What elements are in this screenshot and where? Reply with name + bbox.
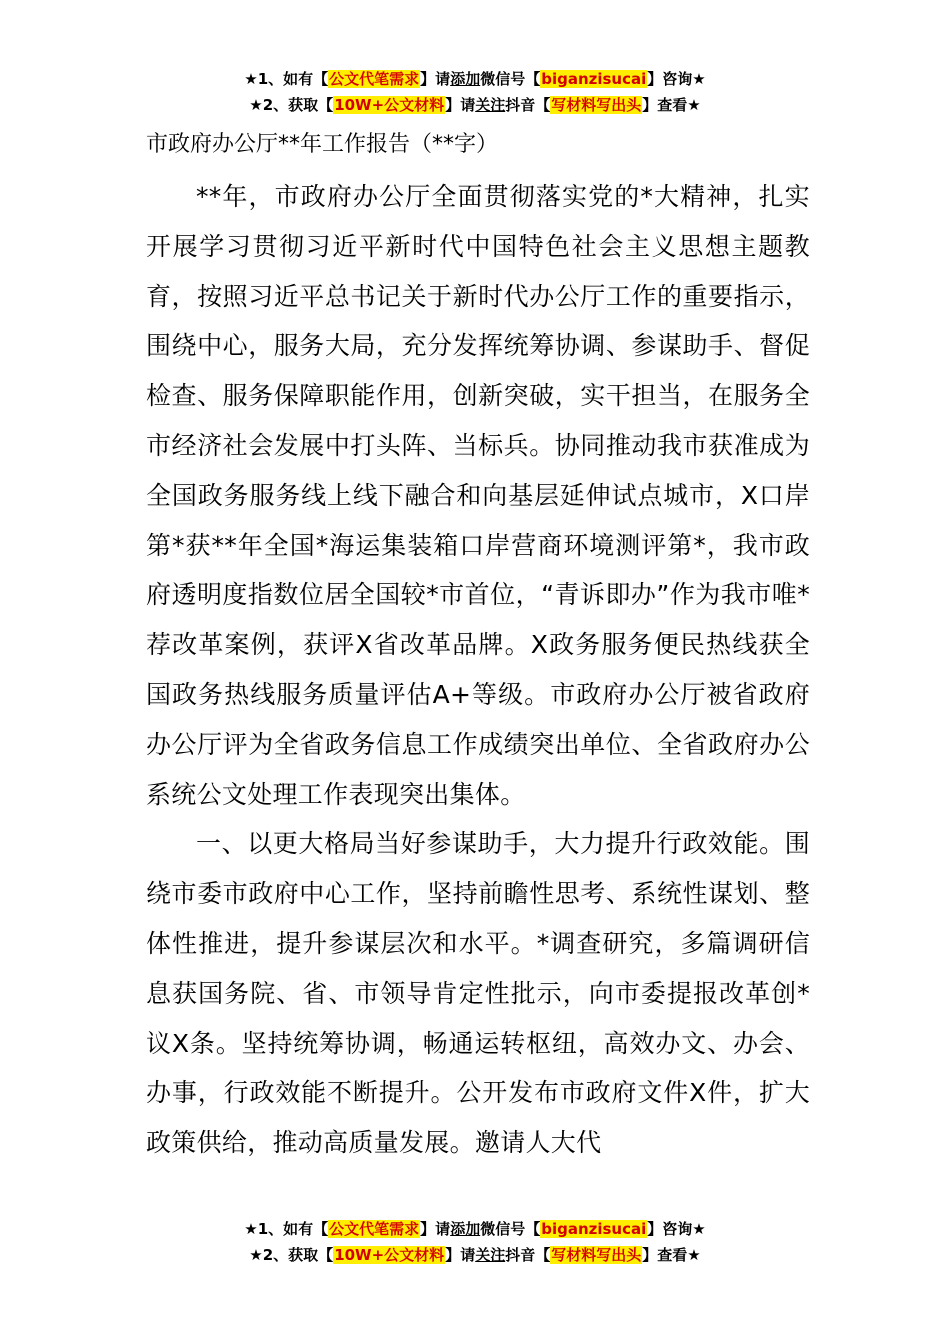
banner-line-1 — [0, 1216, 950, 1242]
footer-banner — [0, 1216, 950, 1268]
banner-highlight: 10W+公文材料 — [334, 1246, 445, 1264]
banner-text: 】查看★ — [642, 96, 701, 114]
banner-text: 】查看★ — [642, 1246, 701, 1264]
banner-highlight: biganzisucai — [541, 70, 647, 88]
banner-text: 】咨询★ — [647, 70, 706, 88]
banner-text: 】请 — [420, 70, 451, 88]
banner-highlight: 公文代笔需求 — [329, 1220, 420, 1238]
banner-text: ★1、如有【 — [244, 70, 329, 88]
banner-highlight: biganzisucai — [541, 1220, 647, 1238]
banner-text: 微信号【 — [480, 70, 541, 88]
banner-text: ★2、获取【 — [249, 1246, 334, 1264]
banner-text: 】请 — [420, 1220, 451, 1238]
banner-text: 】咨询★ — [647, 1220, 706, 1238]
banner-text: 】请 — [445, 1246, 476, 1264]
banner-highlight: 写材料写出头 — [551, 1246, 642, 1264]
banner-emphasis: 添加 — [450, 1220, 481, 1238]
banner-text: ★2、获取【 — [249, 96, 334, 114]
banner-emphasis: 添加 — [450, 70, 481, 88]
paragraph: 一、以更大格局当好参谋助手，大力提升行政效能。围绕市委市政府中心工作，坚持前瞻性思考、系统性谋划、整体性推进，提升参谋层次和水平。*调查研究，多篇调研信息获国务院、省、市领导肯定性批示，向市委提报改革创*议X条。坚持统筹协调，畅通运转枢纽，高效办文、办会、办事，行政效能不断提升。公开发布市政府文件X件，扩大政策供给，推动高质量发展。邀请人大代 — [146, 829, 810, 1158]
banner-text: ★1、如有【 — [244, 1220, 329, 1238]
banner-emphasis: 关注 — [475, 1246, 506, 1264]
header-banner — [0, 66, 950, 118]
paragraph: **年，市政府办公厅全面贯彻落实党的*大精神，扎实开展学习贯彻习近平新时代中国特色社会主义思想主题教育，按照习近平总书记关于新时代办公厅工作的重要指示，围绕中心，服务大局，充分发挥统筹协调、参谋助手、督促检查、服务保障职能作用，创新突破，实干担当，在服务全市经济社会发展中打头阵、当标兵。协同推动我市获准成为全国政务服务线上线下融合和向基层延伸试点城市，X口岸第*获**年全国*海运集装箱口岸营商环境测评第*，我市政府透明度指数位居全国较*市首位，“青诉即办”作为我市唯*荐改革案例，获评X省改革品牌。X政务服务便民热线获全国政务热线服务质量评估A+等级。市政府办公厅被省政府办公厅评为全省政务信息工作成绩突出单位、全省政府办公系统公文处理工作表现突出集体。 — [146, 182, 810, 809]
banner-line-2 — [0, 92, 950, 118]
banner-text: 】请 — [445, 96, 476, 114]
banner-emphasis: 关注 — [475, 96, 506, 114]
banner-text: 微信号【 — [480, 1220, 541, 1238]
banner-text: 抖音【 — [505, 1246, 551, 1264]
document-body — [146, 172, 810, 1168]
banner-highlight: 公文代笔需求 — [329, 70, 420, 88]
banner-highlight: 10W+公文材料 — [334, 96, 445, 114]
banner-highlight: 写材料写出头 — [551, 96, 642, 114]
banner-line-1 — [0, 66, 950, 92]
document-title: 市政府办公厅**年工作报告（**字） — [146, 132, 499, 157]
banner-text: 抖音【 — [505, 96, 551, 114]
banner-line-2 — [0, 1242, 950, 1268]
